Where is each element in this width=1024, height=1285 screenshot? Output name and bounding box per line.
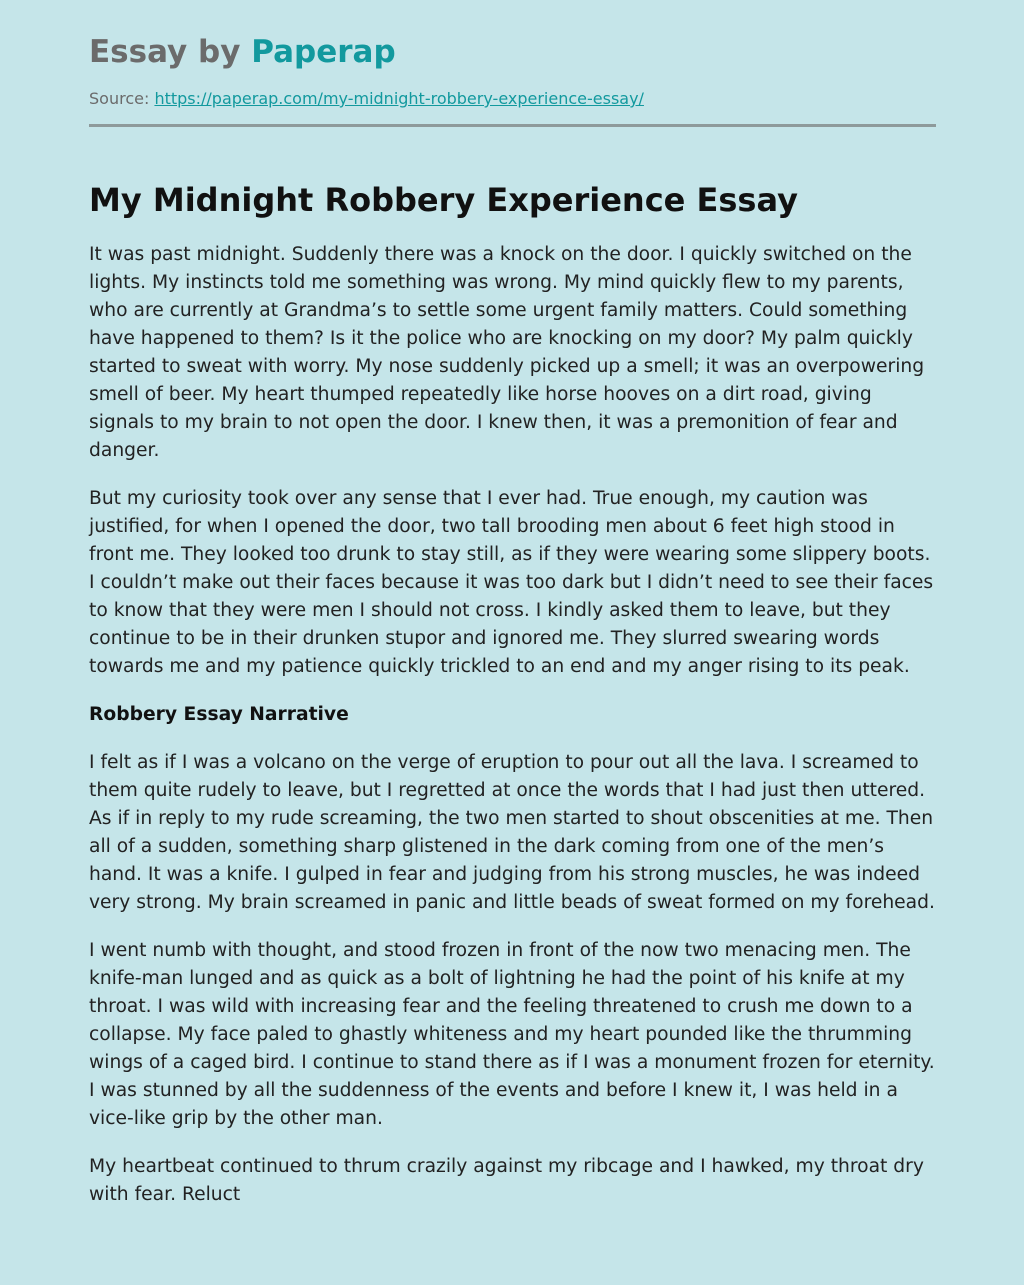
essay-paragraph: I felt as if I was a volcano on the verge of eruption to pour out all the lava. I screamed to them quite rudely to leave, but I regretted at once the words that I had just then uttered. As if in reply to my rude screaming, the two men started to shout obscenities at me. Then all of a sudden, something sharp glistened in the dark coming from one of the men’s hand. It was a knife. I gulped in fear and judging from his strong muscles, he was indeed very strong. My brain screamed in panic and little beads of sweat formed on my forehead. xyxy=(89,752,935,913)
essay-paragraph: It was past midnight. Suddenly there was a knock on the door. I quickly switched on the lights. My instincts told me something was wrong. My mind quickly flew to my parents, who are currently at Grandma’s to settle some urgent family matters. Could something have happened to them? Is it the police who are knocking on my door? My palm quickly started to sweat with worry. My nose suddenly picked up a smell; it was an overpowering smell of beer. My heart thumped repeatedly like horse hooves on a dirt road, giving signals to my brain to not open the door. I knew then, it was a premonition of fear and danger. xyxy=(89,244,925,461)
source-line xyxy=(89,88,644,110)
source-label: Source: xyxy=(89,89,150,108)
essay-paragraph: But my curiosity took over any sense that I ever had. True enough, my caution was justified, for when I opened the door, two tall brooding men about 6 feet high stood in front me. They looked too drunk to stay still, as if they were wearing some slippery boots. I couldn’t make out their faces because it was too dark but I didn’t need to see their faces to know that they were men I should not cross. I kindly asked them to leave, but they continue to be in their drunken stupor and ignored me. They slurred swearing words towards me and my patience quickly trickled to an end and my anger rising to its peak. xyxy=(89,488,934,677)
brand-name: Paperap xyxy=(251,34,396,70)
essay-subheading: Robbery Essay Narrative xyxy=(89,704,349,725)
brand-prefix: Essay by xyxy=(89,34,252,70)
essay-title: My Midnight Robbery Experience Essay xyxy=(89,181,798,219)
header-divider xyxy=(89,124,936,127)
essay-paragraph: My heartbeat continued to thrum crazily against my ribcage and I hawked, my throat dry with fear. Reluct xyxy=(89,1156,924,1205)
site-brand[interactable] xyxy=(89,32,396,72)
source-link[interactable]: https://paperap.com/my-midnight-robbery-experience-essay/ xyxy=(154,89,644,108)
essay-paragraph: I went numb with thought, and stood frozen in front of the now two menacing men. The knife-man lunged and as quick as a bolt of lightning he had the point of his knife at my throat. I was wild with increasing fear and the feeling threatened to crush me down to a collapse. My face paled to ghastly whiteness and my heart pounded like the thrumming wings of a caged bird. I continue to stand there as if I was a monument frozen for eternity. I was stunned by all the suddenness of the events and before I knew it, I was held in a vice-like grip by the other man. xyxy=(89,940,935,1129)
essay-body xyxy=(89,241,939,1229)
